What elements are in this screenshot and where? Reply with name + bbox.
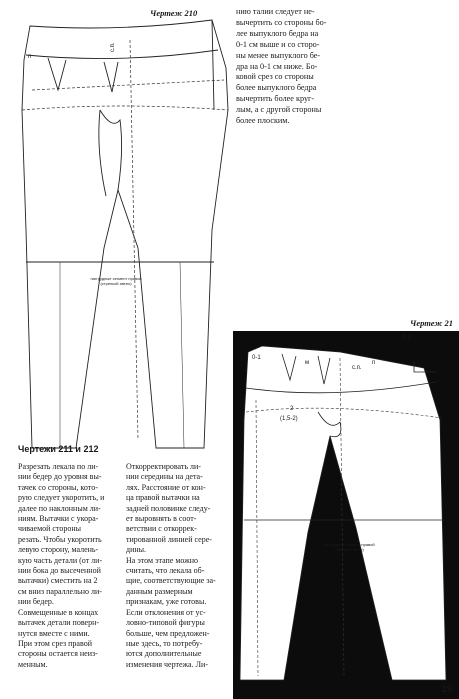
right-column-top-text: нию талии следует не- вычертить со стороны бо- лее выпуклого бедра на 0-1 см выше и со сторо- ны менее выпуклого бе- дра на 0-1 см ниже. Бо- ковой срез со стороны более выпуклого бедра вычертить более круг- лым, а с другой стороны более плоским. [236, 7, 327, 126]
section-caption: Чертежи 211 и 212 [18, 444, 99, 454]
text-column-2: Откорректировать ли- нии середины на дета- лях. Расстояние от кон- ца правой вытачки на задней половинке следу- ет выровнять в соот- ветствии с откоррек- тированной линией сере- дины. На этом этапе можно считать, что лекала об- щие, соответствующие за- данным размерным признакам, уже готовы. Если отклонения от ус- ловно-типовой фигуры больше, чем предложен- ные здесь, то потребу- ются дополнительные изменения чертежа. Ли- [126, 462, 216, 669]
drawing-21x-label-f: 2 [290, 406, 294, 412]
drawing-21x-label-e: п [372, 360, 376, 366]
page-number: 19 [442, 684, 453, 694]
text-column-1: Разрезать лекала по ли- нии бедер до уровня вы- тачек со стороны, кото- рую следует укоротить, и далее по наклонным ли- ниям. Вытачки с укора- чиваемой стороны резать. Чтобы укоротить левую сторону, малень- кую часть детали (от ли- нии бока до высеченной вытачки) сместить на 2 см вниз параллельно ли- нии бедер. Совмещенные в концах вытачек детали поверн- нутся вместе с ними. При этом срез правой стороны остается неиз- менным. [18, 462, 105, 669]
drawing-21x-label-c: м [305, 360, 310, 366]
drawing-210-note: наггрудные сегмент правой (стрелкой звено) [90, 276, 142, 286]
drawing-210-label-n: п [28, 54, 32, 60]
drawing-210-caption: Чертеж 210 [150, 8, 198, 18]
drawing-21x-label-g: (1,5-2) [280, 416, 298, 422]
drawing-21x-label-d: с.п. [352, 365, 362, 371]
drawing-21x-label-a: 0-1 [252, 355, 261, 361]
drawing-21x-note: наггрудные сегмент правой стрелкой звено) [323, 542, 375, 552]
drawing-21x-label-b: 0-1 [402, 335, 411, 341]
drawing-210-label-sp: с.п. [110, 42, 116, 52]
drawing-21x-caption: Чертеж 21 [410, 318, 454, 328]
